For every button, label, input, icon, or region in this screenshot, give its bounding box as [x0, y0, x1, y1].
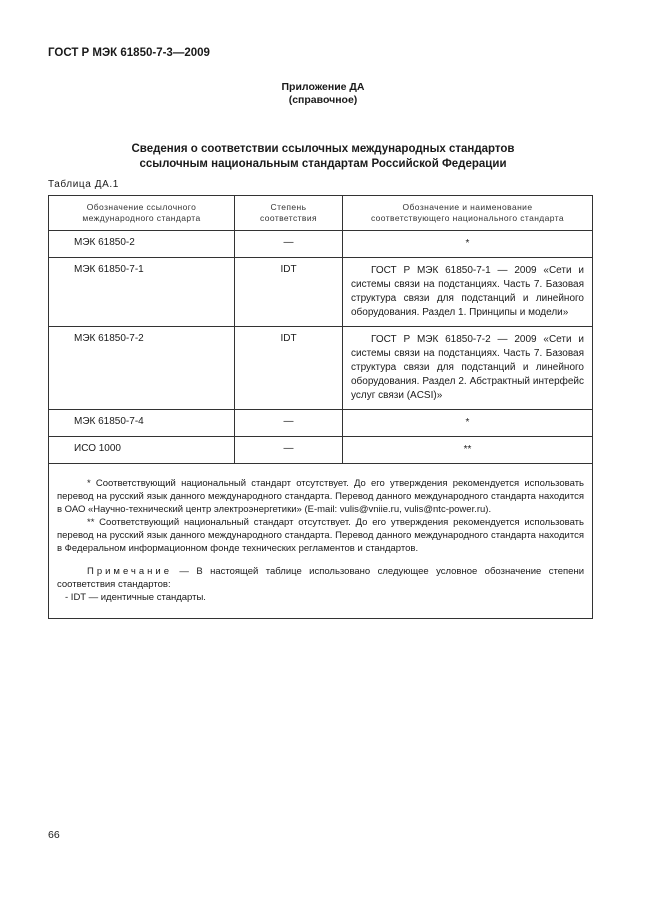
table-label: Таблица ДА.1: [48, 179, 119, 190]
appendix-heading: [0, 81, 646, 107]
table-row: [49, 231, 593, 258]
footnote-1: * Соответствующий национальный стандарт отсутствует. До его утверждения рекомендуется использовать перевод на русский язык данного международного стандарта. Перевод данного международного стандарта находится в ОАО «Научно-технический центр электроэнергетики» (E-mail: vulis@vniie.ru, vulis@ntc-power.ru).: [57, 478, 584, 515]
note-paragraph: [57, 565, 584, 591]
table-notes-row: [49, 464, 593, 619]
header-col1-line2: международного стандарта: [82, 213, 201, 223]
header-national-standard: [343, 196, 593, 231]
page-number: 66: [48, 829, 60, 841]
cell-national: *: [343, 410, 593, 437]
table-notes: [49, 464, 593, 619]
cell-degree: —: [235, 231, 343, 258]
cell-international: МЭК 61850-7-2: [49, 327, 235, 410]
note-item: - IDT — идентичные стандарты.: [65, 592, 206, 603]
cell-degree: IDT: [235, 258, 343, 327]
cell-international: МЭК 61850-7-1: [49, 258, 235, 327]
table-row: [49, 258, 593, 327]
note-label: Примечание: [87, 566, 172, 577]
section-title-line-2: ссылочным национальным стандартам Российской Федерации: [139, 158, 507, 170]
table-row: [49, 410, 593, 437]
document-header: ГОСТ Р МЭК 61850-7-3—2009: [48, 47, 210, 59]
correspondence-table: [48, 195, 593, 619]
header-col1-line1: Обозначение ссылочного: [86, 202, 197, 212]
cell-national: *: [343, 231, 593, 258]
cell-international: ИСО 1000: [49, 437, 235, 464]
header-international-standard: [49, 196, 235, 231]
appendix-type: (справочное): [288, 94, 358, 106]
header-col2-line1: Степень: [270, 202, 307, 212]
cell-national: **: [343, 437, 593, 464]
note-text: — В настоящей таблице использовано следующее условное обозначение степени соответствия стандартов:: [57, 566, 584, 590]
section-title-line-1: Сведения о соответствии ссылочных международных стандартов: [131, 143, 515, 155]
header-degree: [235, 196, 343, 231]
section-title: [0, 142, 646, 172]
appendix-title: Приложение ДА: [281, 81, 365, 93]
table-header-row: [49, 196, 593, 231]
header-col3-line2: соответствующего национального стандарта: [370, 213, 565, 223]
cell-international: МЭК 61850-2: [49, 231, 235, 258]
cell-international: МЭК 61850-7-4: [49, 410, 235, 437]
header-col2-line2: соответствия: [260, 213, 317, 223]
cell-degree: —: [235, 437, 343, 464]
cell-degree: —: [235, 410, 343, 437]
table-row: [49, 327, 593, 410]
footnote-2: ** Соответствующий национальный стандарт отсутствует. До его утверждения рекомендуется использовать перевод на русский язык данного международного стандарта. Перевод данного международного стандарта находится в Федеральном информационном фонде технических регламентов и стандартов.: [57, 517, 584, 554]
cell-national: ГОСТ Р МЭК 61850-7-1 — 2009 «Сети и системы связи на подстанциях. Часть 7. Базовая структура связи для подстанций и линейного оборудования. Раздел 1. Принципы и модели»: [343, 258, 593, 327]
cell-national: ГОСТ Р МЭК 61850-7-2 — 2009 «Сети и системы связи на подстанциях. Часть 7. Базовая структура связи для подстанций и линейного оборудования. Раздел 2. Абстрактный интерфейс услуг связи (ACSI)»: [343, 327, 593, 410]
cell-degree: IDT: [235, 327, 343, 410]
header-col3-line1: Обозначение и наименование: [402, 202, 533, 212]
table-row: [49, 437, 593, 464]
